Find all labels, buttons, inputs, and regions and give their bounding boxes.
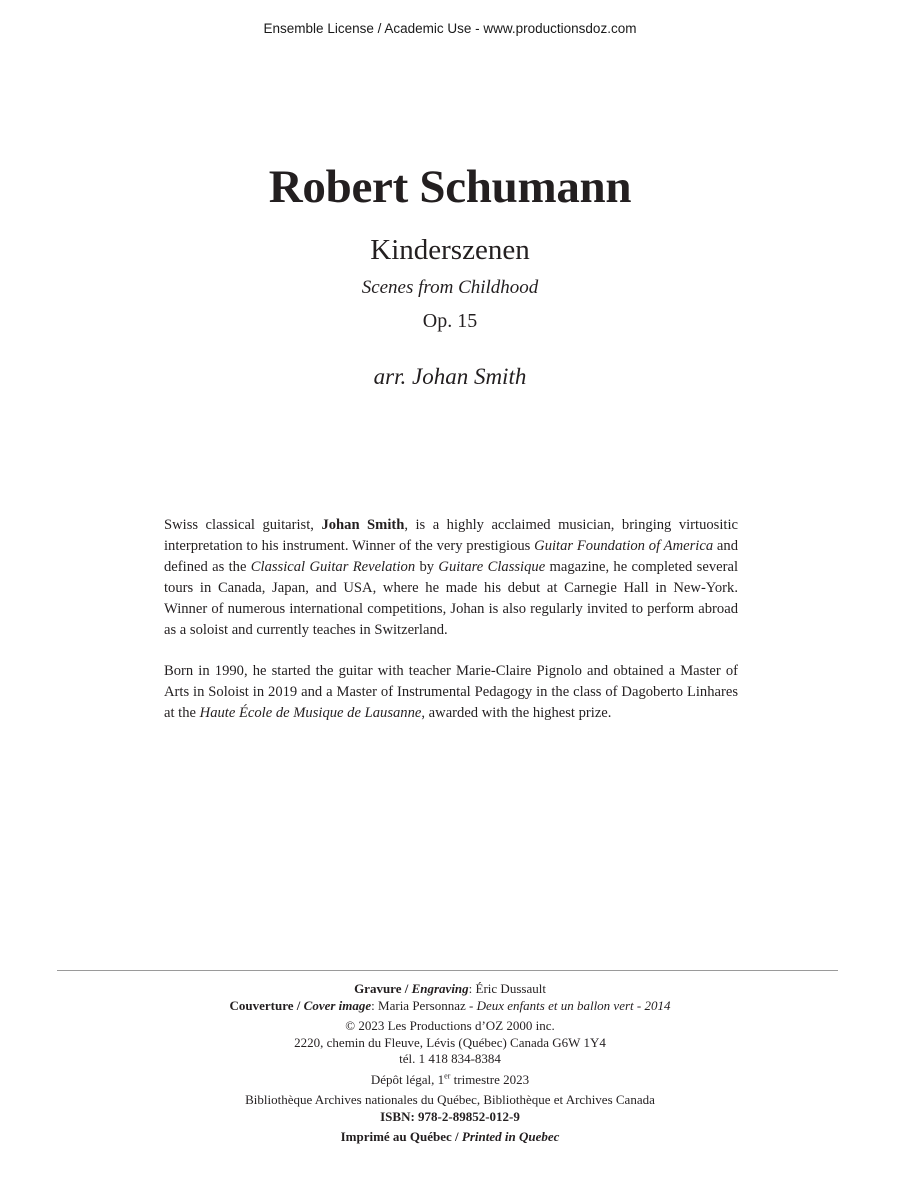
bio-paragraph-1 <box>164 515 738 641</box>
printed-in: Imprimé au Québec / Printed in Quebec <box>340 1129 560 1144</box>
engraving-label-en: Engraving <box>411 981 469 996</box>
bio-text: Born in 1990, he started the guitar with teacher Marie-Claire Pignolo and obtained a Master of Arts in Soloist in 2019 and a Master of Instrumental Pedagogy in the class of Dagoberto Linhares at the <box>164 663 738 721</box>
license-notice: Ensemble License / Academic Use - www.productionsdoz.com <box>263 21 637 36</box>
bio-paragraph-2 <box>164 661 738 724</box>
engraving-value: : Éric Dussault <box>468 981 546 996</box>
bio-text: , is a highly acclaimed musician, bringing virtuositic interpretation to his instrument. Winner of the very prestigious <box>164 517 739 554</box>
bio-award-name: Guitar Foundation of America <box>534 538 714 554</box>
opus-number: Op. 15 <box>422 310 478 332</box>
publisher-phone: tél. 1 418 834-8384 <box>399 1051 501 1066</box>
composer-name: Robert Schumann <box>268 161 632 213</box>
bio-text: Swiss classical guitarist, <box>164 517 322 533</box>
bio-text: and defined as the <box>164 538 738 575</box>
colophon-divider <box>57 970 838 971</box>
colophon <box>0 981 900 1146</box>
cover-title: Deux enfants et un ballon vert - 2014 <box>476 997 671 1013</box>
bio-title: Classical Guitar Revelation <box>250 559 416 575</box>
bio-school-name: Haute École de Musique de Lausanne <box>199 705 422 721</box>
bio-text: , awarded with the highest prize. <box>421 705 612 721</box>
cover-artist: : Maria Personnaz - <box>371 997 477 1013</box>
publisher-address: 2220, chemin du Fleuve, Lévis (Québec) Canada G6W 1Y4 <box>294 1034 606 1050</box>
bio-magazine-name: Guitare Classique <box>438 559 546 575</box>
isbn: ISBN: 978-2-89852-012-9 <box>380 1108 520 1124</box>
arranger-credit: arr. Johan Smith <box>373 364 527 389</box>
engraving-credit <box>0 981 900 998</box>
work-title: Kinderszenen <box>370 234 530 266</box>
cover-credit <box>0 998 900 1015</box>
copyright: © 2023 Les Productions d’OZ 2000 inc. <box>345 1018 555 1033</box>
bio-text: magazine, he completed several tours in Canada, Japan, and USA, where he made his debut at Carnegie Hall in New-York. Winner of numerous international competitions, Johan is also regularly invited to perform abroad as a soloist and currently teaches in Switzerland. <box>164 559 738 638</box>
cover-label-en: Cover image <box>303 997 372 1013</box>
legal-deposit: Dépôt légal, 1er trimestre 2023 <box>370 1071 530 1087</box>
arranger-biography <box>164 515 738 744</box>
engraving-label: Gravure / <box>354 981 412 996</box>
bio-arranger-name: Johan Smith <box>321 517 405 533</box>
bio-text: by <box>415 559 439 575</box>
cover-label: Couverture / <box>229 997 304 1013</box>
work-subtitle: Scenes from Childhood <box>361 277 539 298</box>
archives-note: Bibliothèque Archives nationales du Québec, Bibliothèque et Archives Canada <box>245 1092 655 1107</box>
